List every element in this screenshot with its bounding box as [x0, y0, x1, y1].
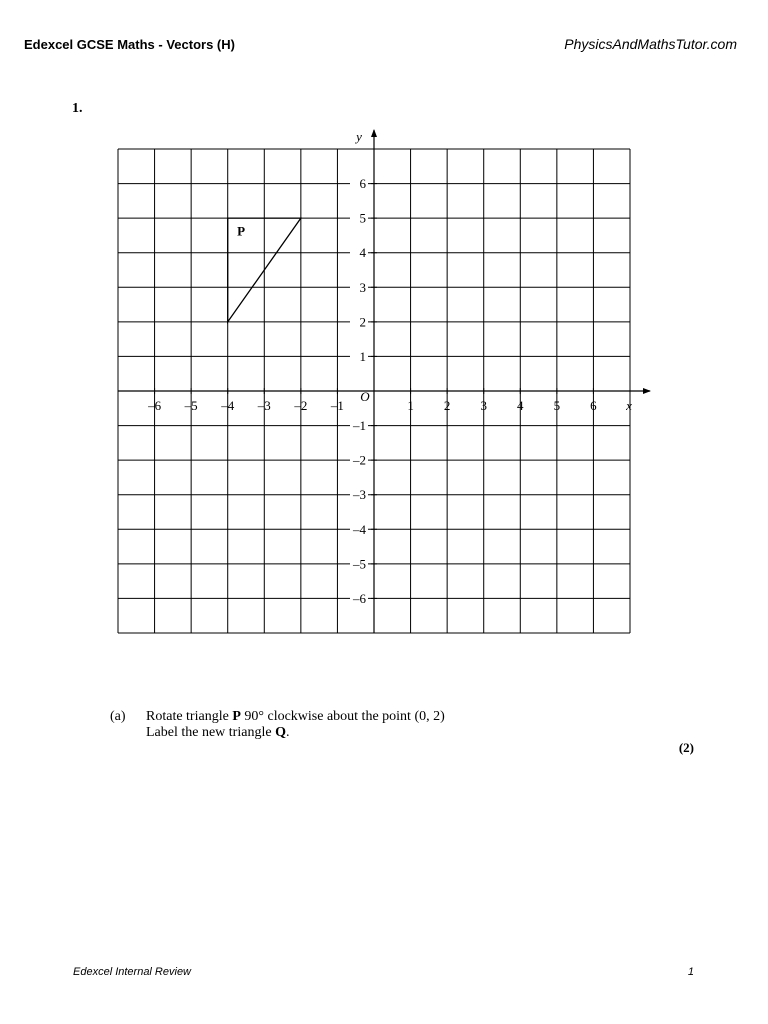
y-tick-label: –1: [353, 418, 366, 434]
x-tick-label: 4: [517, 398, 524, 413]
y-tick-label: –3: [353, 487, 366, 503]
y-tick-label: 6: [359, 176, 366, 192]
y-axis-label: y: [356, 129, 362, 144]
document-title: Edexcel GCSE Maths - Vectors (H): [24, 37, 235, 52]
bold-span: Q: [275, 725, 286, 740]
origin-label: O: [360, 389, 370, 404]
x-tick-label: –3: [257, 398, 271, 413]
x-tick-label: 6: [590, 398, 597, 413]
text-span: .: [285, 725, 290, 740]
footer-source: Edexcel Internal Review: [73, 966, 192, 978]
text-span: 90° clockwise about the point (0, 2): [240, 709, 445, 724]
page-number: 1: [687, 966, 694, 978]
y-tick-label: –6: [353, 590, 366, 606]
question-number: 1.: [72, 101, 83, 116]
y-tick-label: 5: [359, 210, 366, 226]
y-tick-label: 2: [359, 314, 366, 330]
y-tick-label: 4: [359, 245, 366, 261]
x-tick-label: 1: [407, 398, 414, 413]
part-a-label: (a): [110, 709, 126, 724]
text-span: Label the new triangle: [146, 725, 276, 740]
y-tick-label: –2: [353, 452, 366, 468]
x-tick-label: –4: [221, 398, 235, 413]
x-tick-label: –6: [148, 398, 162, 413]
triangle-p-label: P: [237, 223, 246, 239]
axes: [118, 130, 650, 633]
x-tick-label: 3: [480, 398, 487, 413]
x-tick-label: –5: [184, 398, 198, 413]
part-a-instruction-1: [146, 709, 445, 725]
x-tick-label: –1: [330, 398, 344, 413]
x-tick-label: –2: [294, 398, 308, 413]
x-tick-label: 2: [443, 398, 451, 413]
text-span: Rotate triangle: [146, 709, 233, 724]
y-tick-label: –4: [353, 521, 366, 537]
y-tick-label: –5: [353, 556, 366, 572]
y-tick-label: 1: [359, 348, 366, 364]
bold-span: P: [232, 709, 241, 724]
tick-labels: [147, 129, 632, 606]
marks-allocation: (2): [678, 740, 694, 755]
x-axis-label: x: [626, 398, 632, 413]
part-a-instruction-2: [146, 725, 289, 741]
x-tick-label: 5: [553, 398, 561, 413]
y-tick-label: 3: [359, 279, 366, 295]
site-name: PhysicsAndMathsTutor.com: [564, 36, 737, 52]
